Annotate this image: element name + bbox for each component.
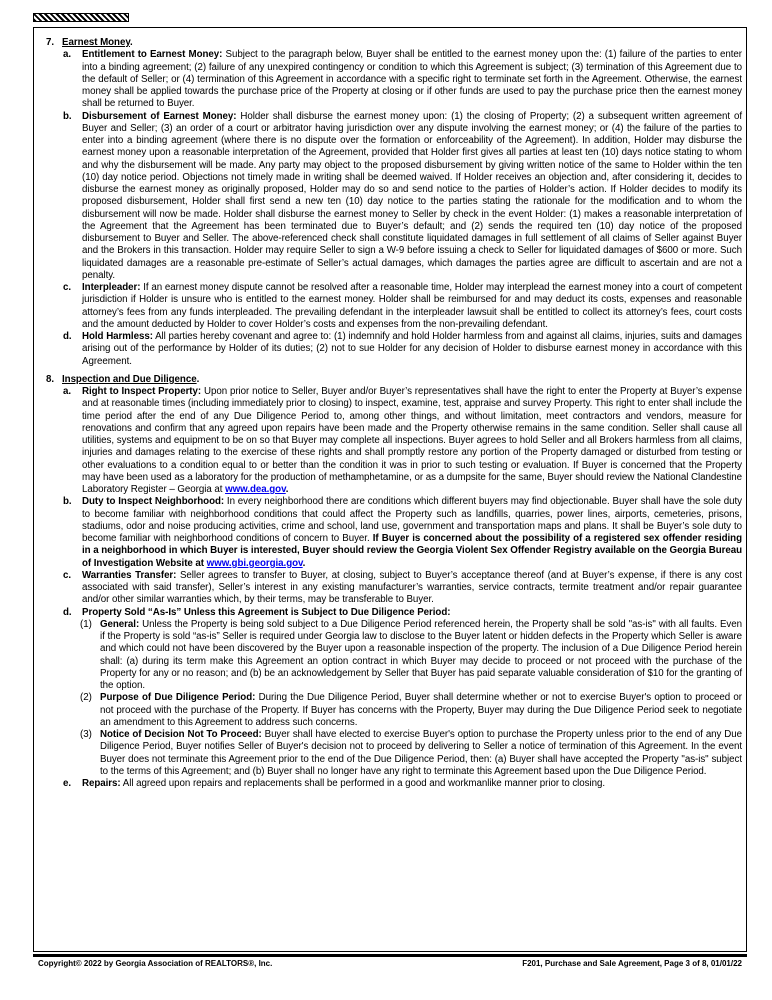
paragraph-heading: Repairs:	[82, 778, 121, 789]
paragraph-bold-text: If Buyer is concerned about the possibility of a registered sex offender residing in a neighborhood in which Buyer is interested, Buyer should review the Georgia Violent Sex Offender Registry available on the Georgia Bureau of Investigation Website at	[82, 533, 742, 569]
paragraph-text: Holder shall disburse the earnest money upon: (1) the closing of Property; (2) a subsequent written agreement of Buyer and Seller; (3) an order of a court or arbitrator having jurisdiction over any dispute involving the earnest money; or (4) the failure of the parties to enter into a binding agreement (where there is no dispute over the formation or enforceability of the Agreement). In addition, Holder may disburse the earnest money upon a reasonable interpretation of the Agreement, provided that Holder first gives all parties at least ten (10) days notice stating to whom and why the disbursement will be made. Any party may object to the proposed disbursement by giving written notice of the same to Holder within the ten (10) day notice period. Objections not timely made in writing shall be deemed waived. If Holder receives an objection and, after considering it, decides to disburse the earnest money as originally proposed, Holder may do so and send notice to the parties of Holder’s action. If Holder decides to modify its proposed disbursement, Holder shall first send a new ten (10) day notice to the parties stating the rationale for the modification and to whom the disbursement will now be made. Holder shall disburse the earnest money to Seller by check in the event Holder: (1) makes a reasonable interpretation of the Agreement that the Agreement has been terminated due to Buyer’s default; and (2) sends the required ten (10) day notice of the proposed disbursement to Buyer and Seller. The above-referenced check shall constitute liquidated damages in full settlement of all claims of Seller against Buyer and the Brokers in this transaction. Holder may require Seller to sign a W-9 before issuing a check to Seller for liquidated damages of $600 or more. Such liquidated damages are a reasonable pre-estimate of Seller’s actual damages, which damages the parties agree are difficult to ascertain and are not a penalty.	[82, 110, 742, 281]
paragraph-text: All agreed upon repairs and replacements shall be performed in a good and workmanlike manner prior to closing.	[120, 778, 606, 789]
paragraph-text: In every neighborhood there are conditions which different buyers may find objectionable. Buyer shall have the sole duty to become familiar with neighborhood conditions that could affect the Property such as landfills, quarries, power lines, airports, cemeteries, prisons, stadiums, odor and noise producing activities, crime and school, land use, government and transportation maps and plans. It shall be Buyer’s sole duty to become familiar with neighborhood conditions of concern to Buyer.	[82, 496, 742, 544]
gbi-link[interactable]: www.gbi.georgia.gov	[206, 557, 303, 569]
subparagraph-heading: Notice of Decision Not To Proceed:	[100, 729, 262, 740]
paragraph-letter: c.	[63, 282, 72, 293]
paragraph-heading: Right to Inspect Property:	[82, 386, 202, 397]
paragraph-text: Subject to the paragraph below, Buyer shall be entitled to the earnest money upon the: (1) failure of the parties to enter into a binding agreement; (2) failure of any unexpired contingency or condition to which this Agreement is subject; (3) termination of this Agreement due to the default of Seller; or (4) termination of this Agreement in accordance with a specific right to terminate set forth in the Agreement. Otherwise, the earnest money shall be applied towards the purchase price of the Property at closing or if other funds are used to pay the purchase price then the earnest money shall be returned to Buyer.	[82, 49, 743, 110]
subparagraph-purpose	[36, 692, 742, 729]
dea-link[interactable]: www.dea.gov	[225, 484, 286, 495]
paragraph-heading: Warranties Transfer:	[82, 569, 177, 581]
section-title: Earnest Money	[62, 37, 130, 48]
paragraph-letter: d.	[63, 606, 72, 618]
section-number: 8.	[46, 373, 55, 385]
subparagraph-text: Unless the Property is being sold subject to a Due Diligence Period referenced herein, the Property shall be sold "as-is" with all faults. Even if the Property is sold “as-is” Seller is required under Georgia law to disclose to the Buyer latent or hidden defects in the Property which Seller is aware and which could not have been discovered by the Buyer upon a reasonable inspection of the property. The inclusion of a Due Diligence Period herein shall: (a) during its term make this Agreement an option contract in which Buyer may decide to proceed or not proceed with the purchase of the Property for any or no reason; and (b) be an acknowledgement by Seller that Buyer has paid separate valuable consideration of $10 for the granting of the option.	[100, 618, 742, 691]
paragraph-text: Seller agrees to transfer to Buyer, at closing, subject to Buyer’s acceptance thereof (and at Buyer’s expense, if there is any cost associated with said transfer), Seller’s interest in any existing manufacturer’s warranties, service contracts, termite treatment and/or repair guarantee and/or other similar warranties which, by their terms, may be transferable to Buyer.	[82, 569, 743, 606]
paragraph-heading: Disbursement of Earnest Money:	[82, 110, 237, 122]
paragraph-warranties	[36, 570, 742, 607]
paragraph-heading: Interpleader:	[82, 282, 141, 293]
section-earnest-money	[36, 37, 742, 368]
subparagraph-heading: General:	[100, 618, 140, 630]
subparagraph-text: Buyer shall have elected to exercise Buyer's option to purchase the Property unless prior to the end of any Due Diligence Period, Buyer notifies Seller of Buyer's decision not to proceed by delivering to Seller a notice of termination of this Agreement. In the event Buyer does not terminate this Agreement prior to the end of the Due Diligence Period, then: (a) Buyer shall have accepted the Property "as-is" subject to the terms of this Agreement; and (b) Buyer shall no longer have any right to terminate this Agreement based upon the Due Diligence Period.	[100, 729, 742, 777]
subparagraph-text: During the Due Diligence Period, Buyer shall determine whether or not to exercise Buyer's option to proceed or not proceed with the purchase of the Property. If Buyer has concerns with the Property, Buyer may during the Due Diligence Period seek to negotiate an amendment to this Agreement to address such concerns.	[100, 692, 742, 728]
agreement-body	[36, 37, 742, 790]
paragraph-as-is	[36, 607, 742, 619]
subparagraph-number: (2)	[80, 692, 92, 704]
paragraph-letter: c.	[63, 569, 72, 581]
paragraph-letter: e.	[63, 778, 72, 789]
paragraph-duty-to-inspect	[36, 496, 742, 570]
paragraph-heading: Property Sold “As-Is” Unless this Agreement is Subject to Due Diligence Period:	[82, 606, 451, 618]
subparagraph-heading: Purpose of Due Diligence Period:	[100, 692, 256, 704]
paragraph-letter: b.	[63, 496, 72, 508]
paragraph-text: Upon prior notice to Seller, Buyer and/or Buyer’s representatives shall have the right to enter the Property at Buyer’s expense and at reasonable times (including immediately prior to closing) to inspect, examine, test, appraise and survey Property. This right to enter shall include the time period after the end of any Due Diligence Period to, among other things, and without limitation, meet contractors and vendors, measure for renovations and confirm that any agreed upon repairs have been made and the Property otherwise remains in the same condition. Seller shall cause all utilities, systems and equipment to be on so that Buyer may complete all inspections. Buyer agrees to hold Seller and all Brokers harmless from all claims, injuries and damages relating to the exercise of these rights and shall promptly restore any portion of the Property damaged or disturbed from testing or other evaluations to a condition equal to or better than the condition it was in prior to such testing or evaluation. If Buyer is concerned that the Property may have been used as a laboratory for the production of methamphetamine, or as a dumpsite for the same, Buyer should review the National Clandestine Laboratory Register – Georgia at	[82, 386, 742, 495]
paragraph-end: .	[302, 557, 306, 569]
paragraph-end: .	[285, 484, 289, 495]
paragraph-letter: a.	[63, 386, 72, 397]
paragraph-entitlement	[36, 49, 742, 110]
paragraph-heading: Hold Harmless:	[82, 331, 153, 342]
paragraph-repairs	[36, 778, 742, 790]
section-heading: 8. Inspection and Due Diligence.	[46, 373, 200, 385]
footer-form-id: F201, Purchase and Sale Agreement, Page 3 of 8, 01/01/22	[522, 959, 742, 968]
paragraph-disbursement	[36, 111, 742, 283]
paragraph-interpleader	[36, 282, 742, 331]
section-title: Inspection and Due Diligence	[62, 373, 197, 385]
section-heading: 7. Earnest Money.	[46, 37, 133, 48]
paragraph-heading: Duty to Inspect Neighborhood:	[82, 496, 225, 508]
subparagraph-number: (3)	[80, 729, 92, 740]
paragraph-hold-harmless	[36, 331, 742, 368]
paragraph-right-to-inspect	[36, 386, 742, 496]
subparagraph-notice	[36, 729, 742, 778]
subparagraph-general	[36, 619, 742, 693]
subparagraph-number: (1)	[80, 618, 92, 630]
section-inspection	[36, 374, 742, 791]
paragraph-letter: d.	[63, 331, 72, 342]
header-pattern-bar	[33, 13, 129, 22]
paragraph-text: If an earnest money dispute cannot be resolved after a reasonable time, Holder may interplead the earnest money into a court of competent jurisdiction if Holder is unsure who is entitled to the earnest money. Holder shall be reimbursed for and may deduct its costs, expenses and reasonable attorney’s fees from any funds interpleaded. The prevailing defendant in the interpleader lawsuit shall be entitled to collect its attorney’s fees, court costs and the amount deducted by Holder to cover Holder’s costs and expenses from the non-prevailing defendant.	[82, 282, 742, 330]
section-number: 7.	[46, 37, 55, 48]
footer-rule	[33, 954, 747, 957]
paragraph-letter: b.	[63, 110, 72, 122]
footer-copyright: Copyright© 2022 by Georgia Association of REALTORS®, Inc.	[38, 959, 273, 968]
paragraph-letter: a.	[63, 49, 72, 61]
paragraph-heading: Entitlement to Earnest Money:	[82, 49, 223, 61]
paragraph-text: All parties hereby covenant and agree to: (1) indemnify and hold Holder harmless from and against all claims, injuries, suits and damages arising out of the performance by Holder of its duties; (2) not to sue Holder for any decision of Holder to disburse earnest money in accordance with this Agreement.	[82, 331, 742, 367]
page-footer	[38, 959, 742, 969]
